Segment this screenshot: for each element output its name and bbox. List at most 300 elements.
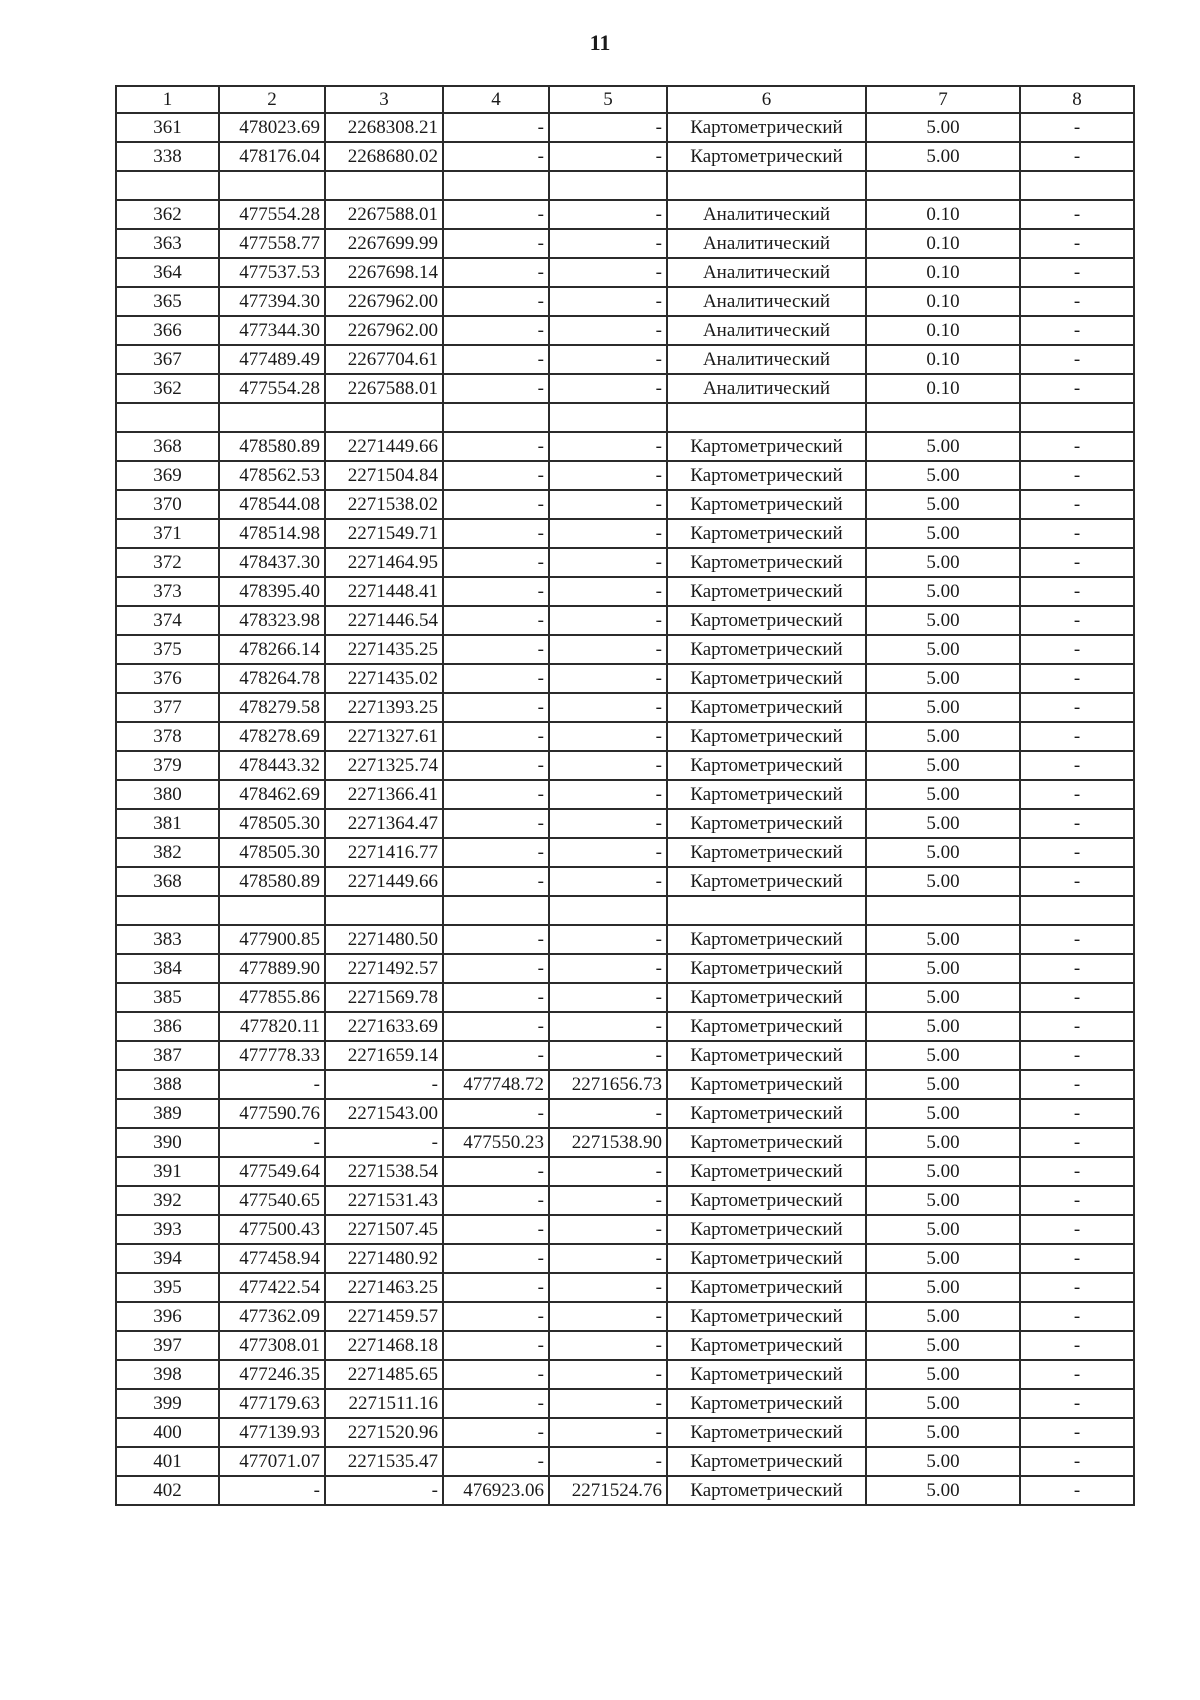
x-coordinate-cell: 478023.69 — [219, 113, 325, 142]
y-new-coordinate-cell: - — [549, 606, 667, 635]
method-cell: Картометрический — [667, 1070, 866, 1099]
description-cell: - — [1020, 345, 1134, 374]
accuracy-cell: 5.00 — [866, 1476, 1020, 1505]
y-coordinate-cell: 2271446.54 — [325, 606, 443, 635]
point-number-cell: 372 — [116, 548, 219, 577]
y-new-coordinate-cell: - — [549, 316, 667, 345]
x-new-coordinate-cell: - — [443, 606, 549, 635]
accuracy-cell: 5.00 — [866, 519, 1020, 548]
x-new-coordinate-cell: - — [443, 954, 549, 983]
table-row — [116, 867, 1134, 896]
point-number-cell: 370 — [116, 490, 219, 519]
x-new-coordinate-cell: - — [443, 1157, 549, 1186]
method-cell: Картометрический — [667, 664, 866, 693]
x-new-coordinate-cell: - — [443, 722, 549, 751]
point-number-cell: 367 — [116, 345, 219, 374]
y-coordinate-cell: 2271416.77 — [325, 838, 443, 867]
point-number-cell: 379 — [116, 751, 219, 780]
point-number-cell: 383 — [116, 925, 219, 954]
point-number-cell: 389 — [116, 1099, 219, 1128]
y-coordinate-cell: 2271464.95 — [325, 548, 443, 577]
description-cell: - — [1020, 229, 1134, 258]
y-coordinate-cell: 2267698.14 — [325, 258, 443, 287]
x-coordinate-cell: 477855.86 — [219, 983, 325, 1012]
table-row — [116, 1012, 1134, 1041]
y-coordinate-cell: 2271459.57 — [325, 1302, 443, 1331]
accuracy-cell: 5.00 — [866, 722, 1020, 751]
table-row — [116, 925, 1134, 954]
y-new-coordinate-cell: - — [549, 142, 667, 171]
x-coordinate-cell: - — [219, 1070, 325, 1099]
description-cell: - — [1020, 287, 1134, 316]
table-row — [116, 1389, 1134, 1418]
method-cell: Картометрический — [667, 1302, 866, 1331]
table-body — [116, 113, 1134, 1505]
accuracy-cell: 5.00 — [866, 1186, 1020, 1215]
description-cell: - — [1020, 925, 1134, 954]
y-coordinate-cell: 2267588.01 — [325, 374, 443, 403]
y-coordinate-cell — [325, 171, 443, 200]
y-coordinate-cell: 2271485.65 — [325, 1360, 443, 1389]
x-new-coordinate-cell — [443, 403, 549, 432]
y-coordinate-cell: 2271659.14 — [325, 1041, 443, 1070]
description-cell: - — [1020, 664, 1134, 693]
accuracy-cell: 5.00 — [866, 577, 1020, 606]
x-coordinate-cell: 477554.28 — [219, 374, 325, 403]
accuracy-cell: 5.00 — [866, 1273, 1020, 1302]
method-cell: Картометрический — [667, 1273, 866, 1302]
separator-row — [116, 896, 1134, 925]
method-cell: Картометрический — [667, 1099, 866, 1128]
column-header-1: 1 — [116, 86, 219, 113]
table-row — [116, 490, 1134, 519]
point-number-cell: 396 — [116, 1302, 219, 1331]
y-new-coordinate-cell: - — [549, 751, 667, 780]
description-cell: - — [1020, 1476, 1134, 1505]
x-new-coordinate-cell: - — [443, 1418, 549, 1447]
description-cell: - — [1020, 200, 1134, 229]
y-new-coordinate-cell: - — [549, 983, 667, 1012]
point-number-cell: 390 — [116, 1128, 219, 1157]
table-row — [116, 345, 1134, 374]
accuracy-cell: 0.10 — [866, 229, 1020, 258]
method-cell: Аналитический — [667, 229, 866, 258]
table-row — [116, 983, 1134, 1012]
y-coordinate-cell: 2267962.00 — [325, 287, 443, 316]
x-new-coordinate-cell: - — [443, 1186, 549, 1215]
method-cell: Картометрический — [667, 954, 866, 983]
point-number-cell — [116, 171, 219, 200]
x-coordinate-cell: 478562.53 — [219, 461, 325, 490]
accuracy-cell — [866, 171, 1020, 200]
method-cell: Картометрический — [667, 751, 866, 780]
y-new-coordinate-cell: - — [549, 113, 667, 142]
point-number-cell: 363 — [116, 229, 219, 258]
description-cell — [1020, 403, 1134, 432]
y-coordinate-cell: 2268680.02 — [325, 142, 443, 171]
table-row — [116, 229, 1134, 258]
y-coordinate-cell: 2271468.18 — [325, 1331, 443, 1360]
x-coordinate-cell: 477394.30 — [219, 287, 325, 316]
point-number-cell: 385 — [116, 983, 219, 1012]
description-cell: - — [1020, 113, 1134, 142]
y-new-coordinate-cell: 2271538.90 — [549, 1128, 667, 1157]
method-cell: Картометрический — [667, 606, 866, 635]
accuracy-cell: 5.00 — [866, 1070, 1020, 1099]
method-cell: Картометрический — [667, 1128, 866, 1157]
method-cell: Картометрический — [667, 1418, 866, 1447]
accuracy-cell: 5.00 — [866, 983, 1020, 1012]
x-new-coordinate-cell — [443, 896, 549, 925]
x-coordinate-cell: 477362.09 — [219, 1302, 325, 1331]
x-new-coordinate-cell: - — [443, 867, 549, 896]
x-coordinate-cell: 477889.90 — [219, 954, 325, 983]
table-row — [116, 635, 1134, 664]
x-coordinate-cell: 477139.93 — [219, 1418, 325, 1447]
accuracy-cell: 5.00 — [866, 1389, 1020, 1418]
y-coordinate-cell: 2271449.66 — [325, 432, 443, 461]
x-coordinate-cell: 478437.30 — [219, 548, 325, 577]
method-cell: Картометрический — [667, 1447, 866, 1476]
x-coordinate-cell: 477778.33 — [219, 1041, 325, 1070]
description-cell: - — [1020, 1360, 1134, 1389]
column-header-8: 8 — [1020, 86, 1134, 113]
x-coordinate-cell: - — [219, 1476, 325, 1505]
x-coordinate-cell: 478544.08 — [219, 490, 325, 519]
table-row — [116, 1215, 1134, 1244]
description-cell: - — [1020, 954, 1134, 983]
x-coordinate-cell: 478279.58 — [219, 693, 325, 722]
y-new-coordinate-cell: 2271656.73 — [549, 1070, 667, 1099]
y-coordinate-cell: 2271366.41 — [325, 780, 443, 809]
y-new-coordinate-cell: - — [549, 1041, 667, 1070]
x-coordinate-cell: 478505.30 — [219, 838, 325, 867]
accuracy-cell: 0.10 — [866, 258, 1020, 287]
y-coordinate-cell: 2271507.45 — [325, 1215, 443, 1244]
y-coordinate-cell: 2271543.00 — [325, 1099, 443, 1128]
accuracy-cell: 5.00 — [866, 1099, 1020, 1128]
accuracy-cell: 5.00 — [866, 548, 1020, 577]
table-row — [116, 780, 1134, 809]
x-new-coordinate-cell: - — [443, 925, 549, 954]
y-coordinate-cell: 2271449.66 — [325, 867, 443, 896]
x-coordinate-cell — [219, 171, 325, 200]
x-new-coordinate-cell: - — [443, 287, 549, 316]
x-new-coordinate-cell: - — [443, 1360, 549, 1389]
x-new-coordinate-cell: - — [443, 664, 549, 693]
y-new-coordinate-cell: 2271524.76 — [549, 1476, 667, 1505]
table-row — [116, 1302, 1134, 1331]
description-cell: - — [1020, 722, 1134, 751]
y-coordinate-cell: 2271393.25 — [325, 693, 443, 722]
table-row — [116, 1331, 1134, 1360]
y-coordinate-cell: 2271364.47 — [325, 809, 443, 838]
point-number-cell: 377 — [116, 693, 219, 722]
y-coordinate-cell: 2271549.71 — [325, 519, 443, 548]
table-row — [116, 1041, 1134, 1070]
x-new-coordinate-cell: - — [443, 838, 549, 867]
x-new-coordinate-cell: - — [443, 519, 549, 548]
x-new-coordinate-cell: - — [443, 490, 549, 519]
accuracy-cell: 5.00 — [866, 606, 1020, 635]
table-row — [116, 1476, 1134, 1505]
point-number-cell: 392 — [116, 1186, 219, 1215]
table-row — [116, 751, 1134, 780]
y-new-coordinate-cell: - — [549, 664, 667, 693]
y-coordinate-cell: 2271325.74 — [325, 751, 443, 780]
x-coordinate-cell: 477489.49 — [219, 345, 325, 374]
y-new-coordinate-cell — [549, 403, 667, 432]
point-number-cell: 395 — [116, 1273, 219, 1302]
x-new-coordinate-cell — [443, 171, 549, 200]
x-coordinate-cell: 478580.89 — [219, 432, 325, 461]
point-number-cell: 399 — [116, 1389, 219, 1418]
description-cell: - — [1020, 1302, 1134, 1331]
y-coordinate-cell: 2268308.21 — [325, 113, 443, 142]
coordinates-table — [115, 85, 1135, 1506]
description-cell: - — [1020, 490, 1134, 519]
x-coordinate-cell: 478462.69 — [219, 780, 325, 809]
point-number-cell: 382 — [116, 838, 219, 867]
x-coordinate-cell: 477558.77 — [219, 229, 325, 258]
description-cell — [1020, 896, 1134, 925]
y-coordinate-cell: - — [325, 1128, 443, 1157]
y-new-coordinate-cell: - — [549, 287, 667, 316]
description-cell: - — [1020, 577, 1134, 606]
x-new-coordinate-cell: - — [443, 1215, 549, 1244]
y-new-coordinate-cell: - — [549, 1447, 667, 1476]
accuracy-cell: 5.00 — [866, 1012, 1020, 1041]
x-coordinate-cell — [219, 403, 325, 432]
y-new-coordinate-cell: - — [549, 374, 667, 403]
table-row — [116, 258, 1134, 287]
x-new-coordinate-cell: - — [443, 229, 549, 258]
y-new-coordinate-cell: - — [549, 809, 667, 838]
accuracy-cell: 5.00 — [866, 635, 1020, 664]
accuracy-cell: 5.00 — [866, 693, 1020, 722]
accuracy-cell: 5.00 — [866, 1360, 1020, 1389]
description-cell: - — [1020, 374, 1134, 403]
method-cell: Картометрический — [667, 519, 866, 548]
method-cell: Картометрический — [667, 1360, 866, 1389]
description-cell: - — [1020, 1012, 1134, 1041]
description-cell: - — [1020, 1128, 1134, 1157]
column-header-3: 3 — [325, 86, 443, 113]
accuracy-cell: 5.00 — [866, 1215, 1020, 1244]
accuracy-cell: 5.00 — [866, 867, 1020, 896]
x-new-coordinate-cell: - — [443, 751, 549, 780]
y-coordinate-cell: 2271538.02 — [325, 490, 443, 519]
description-cell: - — [1020, 461, 1134, 490]
x-new-coordinate-cell: - — [443, 1273, 549, 1302]
point-number-cell: 374 — [116, 606, 219, 635]
point-number-cell: 398 — [116, 1360, 219, 1389]
accuracy-cell: 5.00 — [866, 1128, 1020, 1157]
accuracy-cell: 5.00 — [866, 664, 1020, 693]
y-coordinate-cell: 2271327.61 — [325, 722, 443, 751]
y-coordinate-cell: 2271492.57 — [325, 954, 443, 983]
method-cell: Картометрический — [667, 113, 866, 142]
column-header-7: 7 — [866, 86, 1020, 113]
x-coordinate-cell: 478176.04 — [219, 142, 325, 171]
description-cell: - — [1020, 983, 1134, 1012]
description-cell: - — [1020, 432, 1134, 461]
y-coordinate-cell — [325, 896, 443, 925]
x-new-coordinate-cell: - — [443, 1389, 549, 1418]
x-coordinate-cell: 478395.40 — [219, 577, 325, 606]
y-new-coordinate-cell: - — [549, 722, 667, 751]
table-row — [116, 1070, 1134, 1099]
method-cell: Картометрический — [667, 925, 866, 954]
x-coordinate-cell: - — [219, 1128, 325, 1157]
description-cell: - — [1020, 751, 1134, 780]
y-new-coordinate-cell: - — [549, 577, 667, 606]
y-new-coordinate-cell: - — [549, 1157, 667, 1186]
method-cell: Аналитический — [667, 258, 866, 287]
point-number-cell: 381 — [116, 809, 219, 838]
y-coordinate-cell: 2271435.02 — [325, 664, 443, 693]
accuracy-cell: 5.00 — [866, 780, 1020, 809]
x-coordinate-cell: 477549.64 — [219, 1157, 325, 1186]
method-cell: Аналитический — [667, 200, 866, 229]
description-cell: - — [1020, 1331, 1134, 1360]
point-number-cell: 387 — [116, 1041, 219, 1070]
y-coordinate-cell: 2267588.01 — [325, 200, 443, 229]
x-new-coordinate-cell: 477550.23 — [443, 1128, 549, 1157]
point-number-cell: 391 — [116, 1157, 219, 1186]
accuracy-cell: 0.10 — [866, 287, 1020, 316]
point-number-cell: 361 — [116, 113, 219, 142]
y-new-coordinate-cell: - — [549, 954, 667, 983]
method-cell: Картометрический — [667, 867, 866, 896]
point-number-cell: 373 — [116, 577, 219, 606]
table-row — [116, 1273, 1134, 1302]
x-coordinate-cell: 477458.94 — [219, 1244, 325, 1273]
table-row — [116, 461, 1134, 490]
description-cell: - — [1020, 1447, 1134, 1476]
accuracy-cell: 5.00 — [866, 1157, 1020, 1186]
method-cell — [667, 403, 866, 432]
y-new-coordinate-cell: - — [549, 635, 667, 664]
x-coordinate-cell — [219, 896, 325, 925]
table-row — [116, 664, 1134, 693]
accuracy-cell: 5.00 — [866, 925, 1020, 954]
x-new-coordinate-cell: - — [443, 142, 549, 171]
point-number-cell: 400 — [116, 1418, 219, 1447]
point-number-cell: 394 — [116, 1244, 219, 1273]
accuracy-cell — [866, 896, 1020, 925]
x-coordinate-cell: 477344.30 — [219, 316, 325, 345]
method-cell: Картометрический — [667, 838, 866, 867]
y-new-coordinate-cell: - — [549, 1389, 667, 1418]
table-row — [116, 142, 1134, 171]
method-cell: Аналитический — [667, 287, 866, 316]
x-new-coordinate-cell: 476923.06 — [443, 1476, 549, 1505]
method-cell: Картометрический — [667, 1215, 866, 1244]
x-new-coordinate-cell: - — [443, 577, 549, 606]
separator-row — [116, 403, 1134, 432]
description-cell: - — [1020, 519, 1134, 548]
table-row — [116, 1157, 1134, 1186]
y-coordinate-cell: - — [325, 1476, 443, 1505]
point-number-cell: 402 — [116, 1476, 219, 1505]
point-number-cell: 388 — [116, 1070, 219, 1099]
point-number-cell — [116, 896, 219, 925]
point-number-cell: 380 — [116, 780, 219, 809]
x-new-coordinate-cell: - — [443, 1012, 549, 1041]
method-cell: Картометрический — [667, 1244, 866, 1273]
method-cell: Картометрический — [667, 1476, 866, 1505]
description-cell — [1020, 171, 1134, 200]
y-coordinate-cell: 2267962.00 — [325, 316, 443, 345]
description-cell: - — [1020, 1070, 1134, 1099]
y-new-coordinate-cell: - — [549, 838, 667, 867]
accuracy-cell: 5.00 — [866, 751, 1020, 780]
x-coordinate-cell: 477554.28 — [219, 200, 325, 229]
y-new-coordinate-cell: - — [549, 867, 667, 896]
point-number-cell: 371 — [116, 519, 219, 548]
table-row — [116, 1099, 1134, 1128]
accuracy-cell: 5.00 — [866, 142, 1020, 171]
x-new-coordinate-cell: - — [443, 983, 549, 1012]
y-coordinate-cell: 2271520.96 — [325, 1418, 443, 1447]
method-cell — [667, 171, 866, 200]
description-cell: - — [1020, 1418, 1134, 1447]
description-cell: - — [1020, 1215, 1134, 1244]
method-cell: Картометрический — [667, 490, 866, 519]
point-number-cell: 368 — [116, 432, 219, 461]
y-new-coordinate-cell: - — [549, 258, 667, 287]
point-number-cell: 393 — [116, 1215, 219, 1244]
x-new-coordinate-cell: - — [443, 1302, 549, 1331]
accuracy-cell: 5.00 — [866, 113, 1020, 142]
description-cell: - — [1020, 548, 1134, 577]
table-row — [116, 577, 1134, 606]
y-new-coordinate-cell: - — [549, 1215, 667, 1244]
x-coordinate-cell: 478514.98 — [219, 519, 325, 548]
y-new-coordinate-cell: - — [549, 490, 667, 519]
y-new-coordinate-cell: - — [549, 925, 667, 954]
method-cell: Картометрический — [667, 1012, 866, 1041]
table-row — [116, 1360, 1134, 1389]
point-number-cell: 366 — [116, 316, 219, 345]
y-new-coordinate-cell: - — [549, 345, 667, 374]
separator-row — [116, 171, 1134, 200]
x-coordinate-cell: 478580.89 — [219, 867, 325, 896]
point-number-cell: 378 — [116, 722, 219, 751]
page-number: 11 — [589, 30, 611, 55]
point-number-cell: 384 — [116, 954, 219, 983]
column-header-5: 5 — [549, 86, 667, 113]
method-cell: Картометрический — [667, 461, 866, 490]
x-coordinate-cell: 478266.14 — [219, 635, 325, 664]
accuracy-cell: 5.00 — [866, 461, 1020, 490]
y-coordinate-cell: - — [325, 1070, 443, 1099]
point-number-cell: 376 — [116, 664, 219, 693]
y-new-coordinate-cell: - — [549, 1302, 667, 1331]
method-cell: Картометрический — [667, 548, 866, 577]
x-new-coordinate-cell: - — [443, 1099, 549, 1128]
method-cell: Аналитический — [667, 316, 866, 345]
method-cell: Картометрический — [667, 983, 866, 1012]
table-row — [116, 722, 1134, 751]
y-coordinate-cell: 2271633.69 — [325, 1012, 443, 1041]
y-coordinate-cell: 2271480.92 — [325, 1244, 443, 1273]
y-new-coordinate-cell — [549, 896, 667, 925]
y-new-coordinate-cell: - — [549, 519, 667, 548]
x-new-coordinate-cell: - — [443, 316, 549, 345]
accuracy-cell: 0.10 — [866, 345, 1020, 374]
